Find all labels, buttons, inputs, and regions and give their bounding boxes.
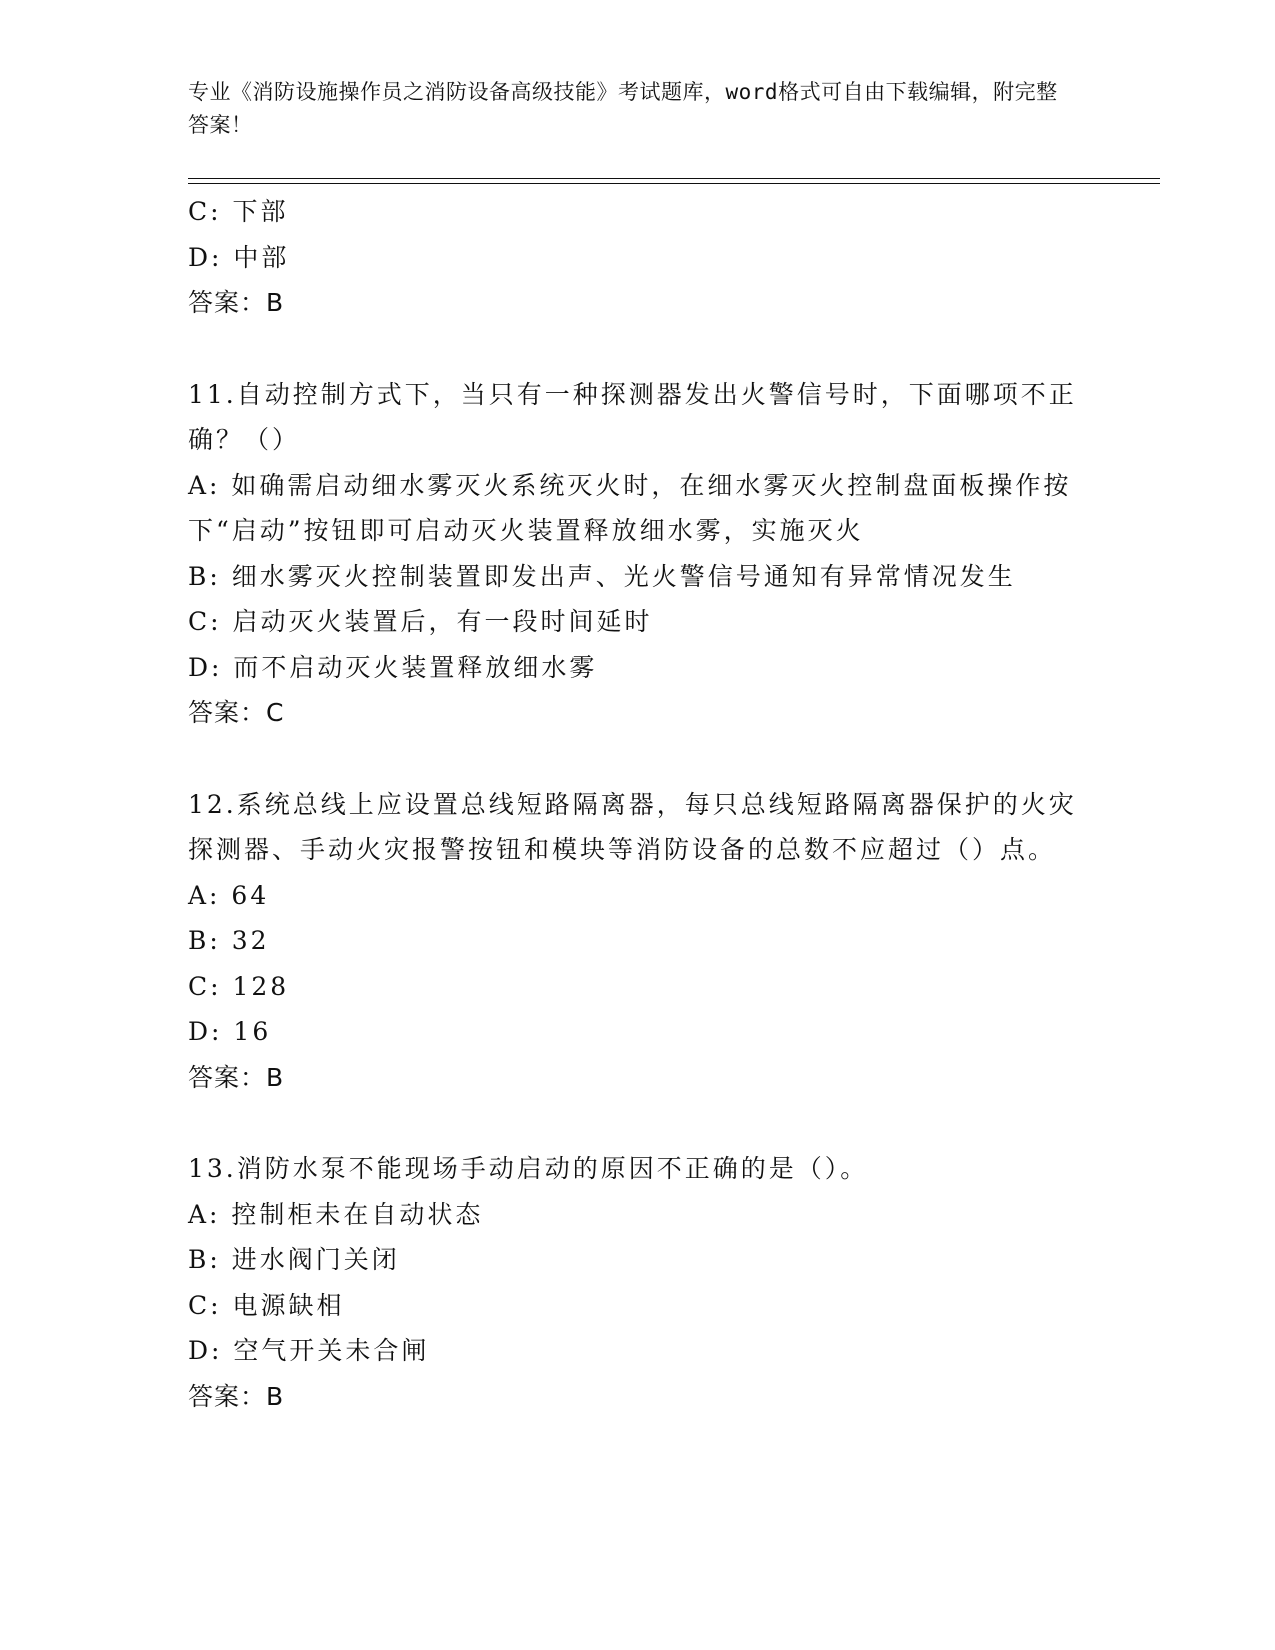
question-12 (188, 782, 1088, 1101)
header-divider-bottom (188, 183, 1160, 184)
option-b: B: 细水雾灭火控制装置即发出声、光火警信号通知有异常情况发生 (188, 561, 1016, 591)
option-a: A: 如确需启动细水雾灭火系统灭火时，在细水雾灭火控制盘面板操作按下“启动”按钮即可启动灭火装置释放细水雾，实施灭火 (188, 470, 1072, 545)
option-c: C: 启动灭火装置后，有一段时间延时 (188, 607, 653, 636)
option-c: C: 电源缺相 (188, 1290, 345, 1320)
question-11 (188, 372, 1088, 736)
option-c: C: 下部 (188, 197, 289, 226)
question-stem: 11.自动控制方式下，当只有一种探测器发出火警信号时，下面哪项不正确？（） (188, 379, 1077, 454)
option-d: D: 而不启动灭火装置释放细水雾 (188, 652, 598, 682)
header-text: 专业《消防设施操作员之消防设备高级技能》考试题库，word格式可自由下载编辑，附完整答案！ (188, 80, 1058, 137)
answer: 答案：B (188, 288, 285, 317)
header-divider-top (188, 178, 1160, 179)
document-header (188, 76, 1078, 142)
option-a: A: 控制柜未在自动状态 (188, 1199, 484, 1229)
question-stem: 13.消防水泵不能现场手动启动的原因不正确的是（）。 (188, 1154, 869, 1183)
option-d: D: 16 (188, 1017, 272, 1046)
question-stem: 12.系统总线上应设置总线短路隔离器，每只总线短路隔离器保护的火灾探测器、手动火灾报警按钮和模块等消防设备的总数不应超过（）点。 (188, 789, 1077, 864)
option-b: B: 进水阀门关闭 (188, 1245, 400, 1274)
option-d: D: 空气开关未合闸 (188, 1336, 430, 1365)
question-10-tail (188, 189, 1088, 326)
question-list (188, 189, 1088, 1465)
option-d: D: 中部 (188, 242, 290, 272)
question-13 (188, 1146, 1088, 1419)
answer: 答案：B (188, 1062, 285, 1092)
option-c: C: 128 (188, 971, 290, 1001)
option-a: A: 64 (188, 880, 270, 910)
answer: 答案：C (188, 698, 285, 727)
answer: 答案：B (188, 1381, 285, 1411)
option-b: B: 32 (188, 926, 270, 955)
